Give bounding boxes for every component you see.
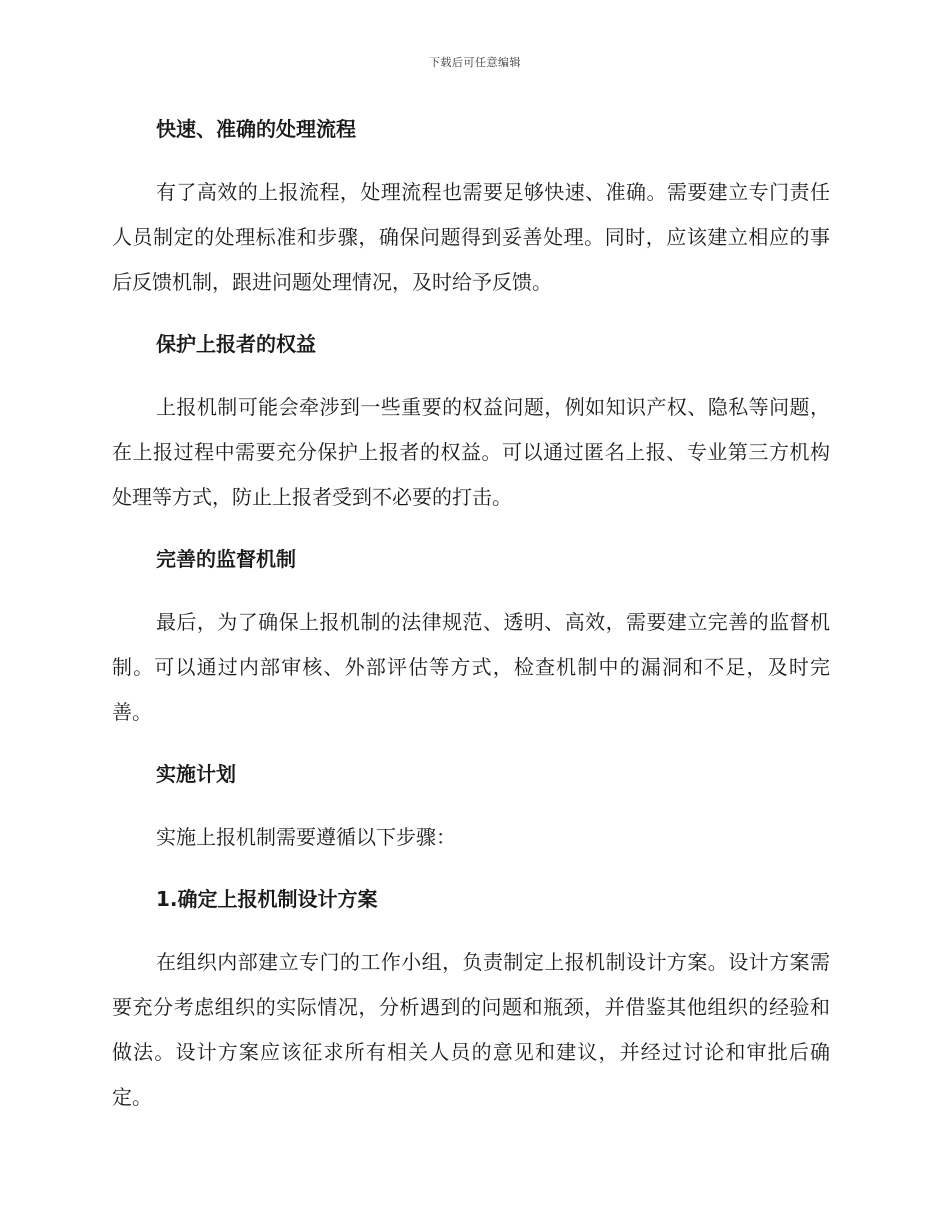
section-paragraph: 有了高效的上报流程，处理流程也需要足够快速、准确。需要建立专门责任人员制定的处理标准和步骤，确保问题得到妥善处理。同时，应该建立相应的事后反馈机制，跟进问题处理情况，及时给予反馈。 <box>112 180 830 294</box>
section-heading: 保护上报者的权益 <box>156 332 316 356</box>
section-heading: 实施计划 <box>156 762 236 786</box>
section-heading: 1.确定上报机制设计方案 <box>156 887 378 911</box>
section-implementation-plan <box>112 757 830 860</box>
document-body <box>112 112 830 1120</box>
section-paragraph: 在组织内部建立专门的工作小组，负责制定上报机制设计方案。设计方案需要充分考虑组织的实际情况，分析遇到的问题和瓶颈，并借鉴其他组织的经验和做法。设计方案应该征求所有相关人员的意见和建议，并经过讨论和审批后确定。 <box>112 950 830 1109</box>
section-design-plan <box>112 882 830 1120</box>
section-heading: 快速、准确的处理流程 <box>156 117 356 141</box>
section-paragraph: 实施上报机制需要遵循以下步骤： <box>156 825 456 849</box>
page-header-note: 下载后可任意编辑 <box>429 56 521 69</box>
section-supervision <box>112 542 830 735</box>
section-reporter-rights <box>112 327 830 520</box>
section-paragraph: 上报机制可能会牵涉到一些重要的权益问题，例如知识产权、隐私等问题，在上报过程中需要充分保护上报者的权益。可以通过匿名上报、专业第三方机构处理等方式，防止上报者受到不必要的打击。 <box>112 395 830 509</box>
section-processing-flow <box>112 112 830 305</box>
section-paragraph: 最后，为了确保上报机制的法律规范、透明、高效，需要建立完善的监督机制。可以通过内部审核、外部评估等方式，检查机制中的漏洞和不足，及时完善。 <box>112 610 830 724</box>
section-heading: 完善的监督机制 <box>156 547 296 571</box>
